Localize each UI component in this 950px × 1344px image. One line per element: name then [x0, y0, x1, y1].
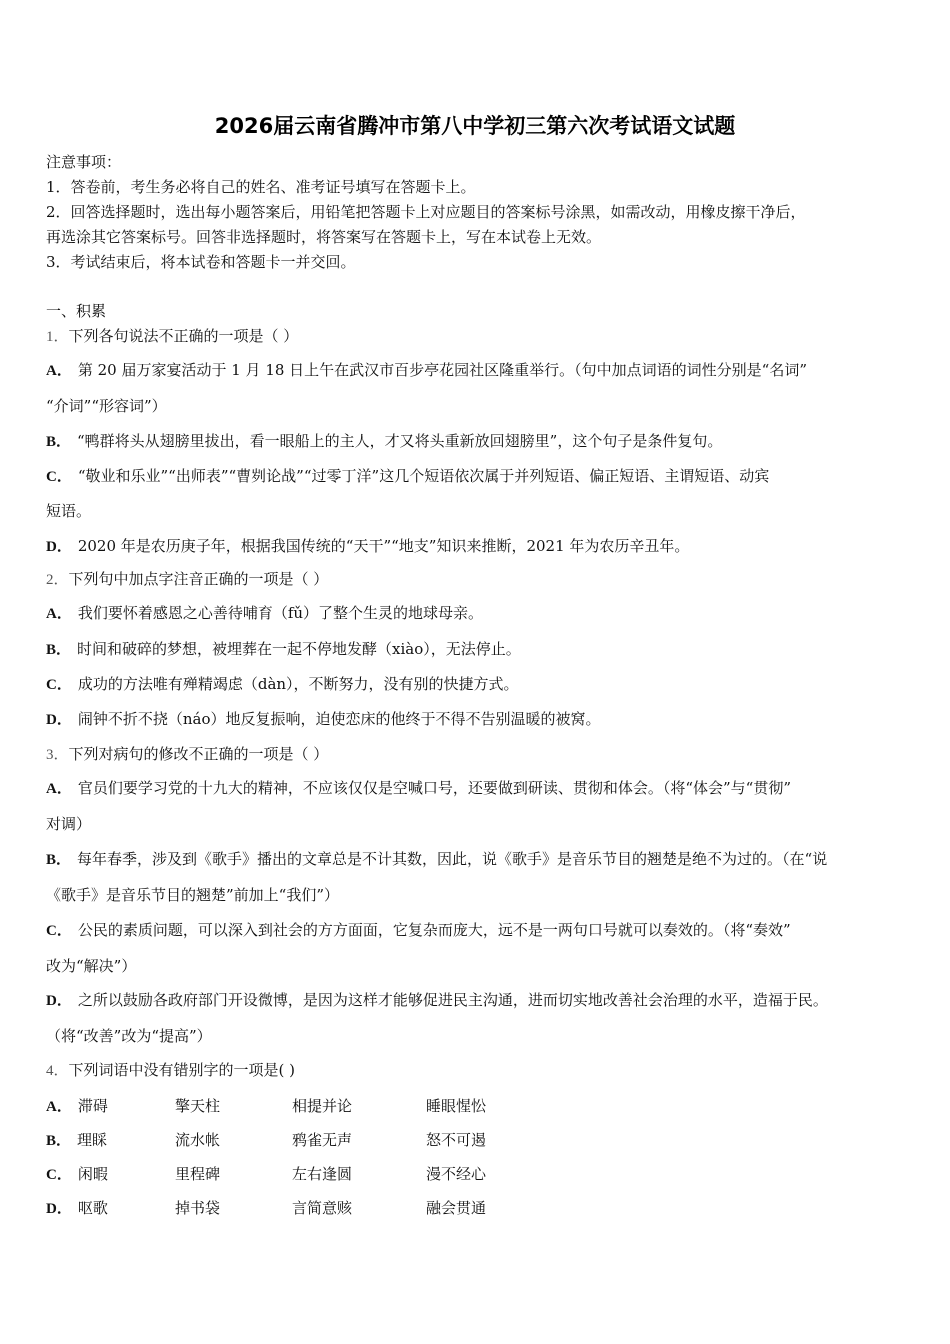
question-3-option-a-cont: 对调）: [46, 815, 92, 833]
option-text: 2020 年是农历庚子年，根据我国传统的“天干”“地支”知识来推断，2021 年为农历辛丑年。: [77, 537, 690, 555]
question-text: 下列对病句的修改不正确的一项是（ ）: [68, 745, 329, 763]
option-label: A．: [46, 363, 72, 379]
option-label: C．: [46, 923, 72, 939]
word: 言简意赅: [292, 1199, 353, 1217]
option-label: C．: [46, 677, 72, 693]
option-label: B．: [46, 434, 72, 450]
word: 呕歌: [77, 1199, 108, 1217]
question-text: 下列词语中没有错别字的一项是( ): [68, 1061, 295, 1079]
word: 睡眼惺忪: [426, 1097, 487, 1115]
option-text: 我们要怀着感恩之心善待哺育（fǔ）了整个生灵的地球母亲。: [77, 604, 484, 622]
word: 擎天柱: [175, 1097, 221, 1115]
word: 里程碑: [175, 1165, 221, 1183]
word: 融会贯通: [426, 1199, 487, 1217]
option-label: B．: [46, 642, 72, 658]
notes-item: 3．考试结束后，将本试卷和答题卡一并交回。: [46, 253, 356, 271]
question-2-option-a: [46, 603, 483, 624]
question-number: 2．: [46, 572, 69, 588]
option-text: 每年春季，涉及到《歌手》播出的文章总是不计其数，因此，说《歌手》是音乐节目的翘楚是绝不为过的。（在“说: [77, 850, 828, 868]
question-text: 下列各句说法不正确的一项是（ ）: [68, 327, 299, 345]
question-3-option-b: [46, 849, 827, 870]
question-4-stem: [46, 1060, 295, 1081]
question-1-option-c-cont: 短语。: [46, 502, 92, 520]
option-label: C．: [46, 469, 72, 485]
notes-item: 2．回答选择题时，选出每小题答案后，用铅笔把答题卡上对应题目的答案标号涂黑，如需改动，用橡皮擦干净后，: [46, 203, 806, 221]
question-1-option-a: [46, 360, 807, 381]
word: 闲暇: [77, 1165, 108, 1183]
question-2-option-d: [46, 709, 600, 730]
question-1-stem: [46, 326, 298, 347]
notes-item: 1．答卷前，考生务必将自己的姓名、准考证号填写在答题卡上。: [46, 178, 476, 196]
option-text: 官员们要学习党的十九大的精神，不应该仅仅是空喊口号，还要做到研读、贯彻和体会。（将“体会”与“贯彻”: [77, 779, 792, 797]
word: 流水帐: [175, 1131, 221, 1149]
word: 怒不可遏: [426, 1131, 487, 1149]
option-text: “敬业和乐业”“出师表”“曹刿论战”“过零丁洋”这几个短语依次属于并列短语、偏正短语、主谓短语、动宾: [77, 467, 770, 485]
word: 掉书袋: [175, 1199, 221, 1217]
page-title: 2026届云南省腾冲市第八中学初三第六次考试语文试题: [214, 114, 736, 138]
option-text: 成功的方法唯有殚精竭虑（dàn），不断努力，没有别的快捷方式。: [77, 675, 519, 693]
word: 左右逢圆: [292, 1165, 353, 1183]
question-number: 3．: [46, 747, 69, 763]
option-label: A．: [46, 606, 72, 622]
question-3-option-b-cont: 《歌手》是音乐节目的翘楚”前加上“我们”）: [46, 886, 340, 904]
option-label: D．: [46, 1201, 72, 1217]
notes-heading: 注意事项：: [46, 153, 122, 171]
word: 鸦雀无声: [292, 1131, 353, 1149]
option-label: C．: [46, 1167, 72, 1183]
section-heading: 一、积累: [46, 302, 107, 320]
question-1-option-d: [46, 536, 689, 557]
question-3-option-c-cont: 改为“解决”）: [46, 957, 137, 975]
question-3-option-a: [46, 778, 791, 799]
option-label: B．: [46, 852, 72, 868]
option-text: 闹钟不折不挠（náo）地反复振响，迫使恋床的他终于不得不告别温暖的被窝。: [77, 710, 601, 728]
question-text: 下列句中加点字注音正确的一项是（ ）: [68, 570, 329, 588]
option-text: 第 20 届万家宴活动于 1 月 18 日上午在武汉市百步亭花园社区隆重举行。（句中加点词语的词性分别是“名词”: [77, 361, 808, 379]
option-label: D．: [46, 539, 72, 555]
question-3-option-d: [46, 990, 828, 1011]
option-text: 之所以鼓励各政府部门开设微博，是因为这样才能够促进民主沟通，进而切实地改善社会治理的水平，造福于民。: [77, 991, 828, 1009]
word: 滞碍: [77, 1097, 108, 1115]
option-text: 公民的素质问题，可以深入到社会的方方面面，它复杂而庞大，远不是一两句口号就可以奏效的。（将“奏效”: [77, 921, 791, 939]
option-label: A．: [46, 781, 72, 797]
question-3-option-c: [46, 920, 791, 941]
word: 漫不经心: [426, 1165, 487, 1183]
question-2-stem: [46, 569, 328, 590]
word: 理睬: [77, 1131, 108, 1149]
option-text: “鸭群将头从翅膀里拔出，看一眼船上的主人，才又将头重新放回翅膀里”，这个句子是条件复句。: [77, 432, 723, 450]
question-3-option-d-cont: （将“改善”改为“提高”）: [46, 1027, 212, 1045]
question-1-option-a-cont: “介词”“形容词”）: [46, 397, 167, 415]
option-text: 时间和破碎的梦想，被埋葬在一起不停地发酵（xiào），无法停止。: [77, 640, 521, 658]
word: 相提并论: [292, 1097, 353, 1115]
question-number: 4．: [46, 1063, 69, 1079]
option-label: D．: [46, 993, 72, 1009]
question-1-option-b: [46, 431, 722, 452]
option-label: B．: [46, 1133, 72, 1149]
question-number: 1．: [46, 329, 69, 345]
notes-item: 再选涂其它答案标号。回答非选择题时，将答案写在答题卡上，写在本试卷上无效。: [46, 228, 602, 246]
option-label: A．: [46, 1099, 72, 1115]
option-label: D．: [46, 712, 72, 728]
question-2-option-c: [46, 674, 519, 695]
question-1-option-c: [46, 466, 769, 487]
question-2-option-b: [46, 639, 521, 660]
question-3-stem: [46, 744, 328, 765]
